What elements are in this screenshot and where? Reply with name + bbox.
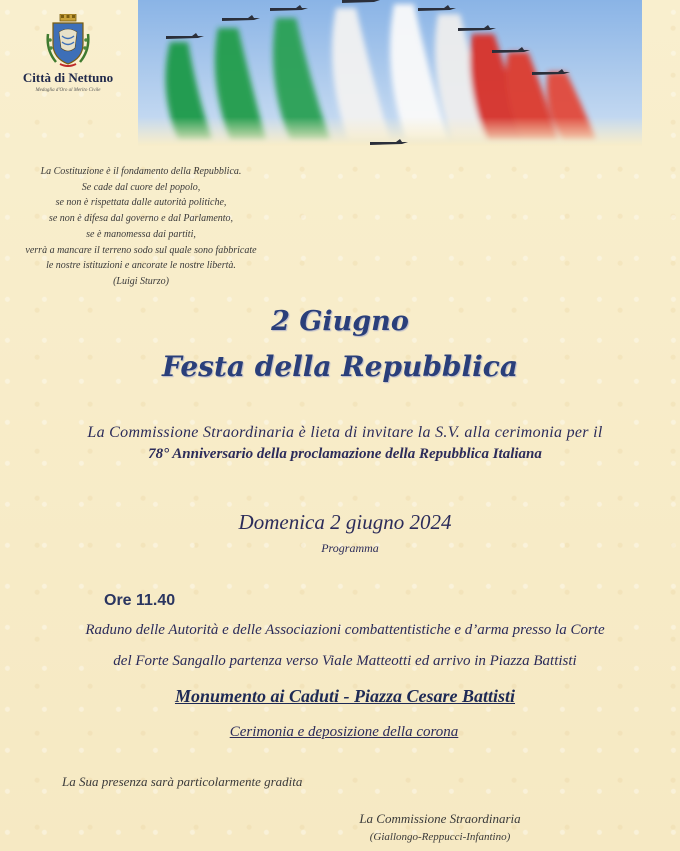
quote-line: se non è difesa dal governo e dal Parlamento, <box>48 213 234 225</box>
signatories: (Giallongo-Reppucci-Infantino) <box>369 831 511 843</box>
event-description-line: Raduno delle Autorità e delle Associazioni combattentistiche e d’arma presso la Corte <box>85 622 605 638</box>
quote-line: se non è rispettata dalle autorità politiche, <box>55 197 227 209</box>
event-date: Domenica 2 giugno 2024 <box>238 510 452 534</box>
ceremony-text: Cerimonia e deposizione della corona <box>229 724 459 740</box>
invitation-text: La Commissione Straordinaria è lieta di invitare la S.V. alla cerimonia per il <box>87 424 603 441</box>
city-subtitle: Medaglia d'Oro al Merito Civile <box>35 88 101 93</box>
closing-text: La Sua presenza sarà particolarmente gradita <box>62 774 303 789</box>
sturzo-quote <box>6 164 276 290</box>
event-time: Ore 11.40 <box>104 592 176 609</box>
page-title-date: 2 Giugno <box>271 306 409 337</box>
municipal-crest-icon <box>46 14 90 68</box>
quote-line: Se cade dal cuore del popolo, <box>81 181 201 193</box>
signature: La Commissione Straordinaria <box>359 811 521 826</box>
quote-author: (Luigi Sturzo) <box>113 275 169 287</box>
quote-line: le nostre istituzioni e ancorate le nostre libertà. <box>46 260 236 272</box>
programma-label: Programma <box>321 541 379 555</box>
page-title-event: Festa della Repubblica <box>162 350 518 383</box>
quote-line: La Costituzione è il fondamento della Repubblica. <box>40 166 242 177</box>
event-description-line: del Forte Sangallo partenza verso Viale Matteotti ed arrivo in Piazza Battisti <box>113 653 577 669</box>
quote-line: verrà a mancare il terreno sodo sul quale sono fabbricate <box>25 244 257 256</box>
frecce-tricolori-banner-image <box>138 0 642 146</box>
city-name: Città di Nettuno <box>22 70 114 85</box>
anniversary-text: 78° Anniversario della proclamazione della Repubblica Italiana <box>148 446 542 462</box>
event-location: Monumento ai Caduti - Piazza Cesare Battisti <box>174 686 516 706</box>
quote-line: se è manomessa dai partiti, <box>86 228 196 240</box>
